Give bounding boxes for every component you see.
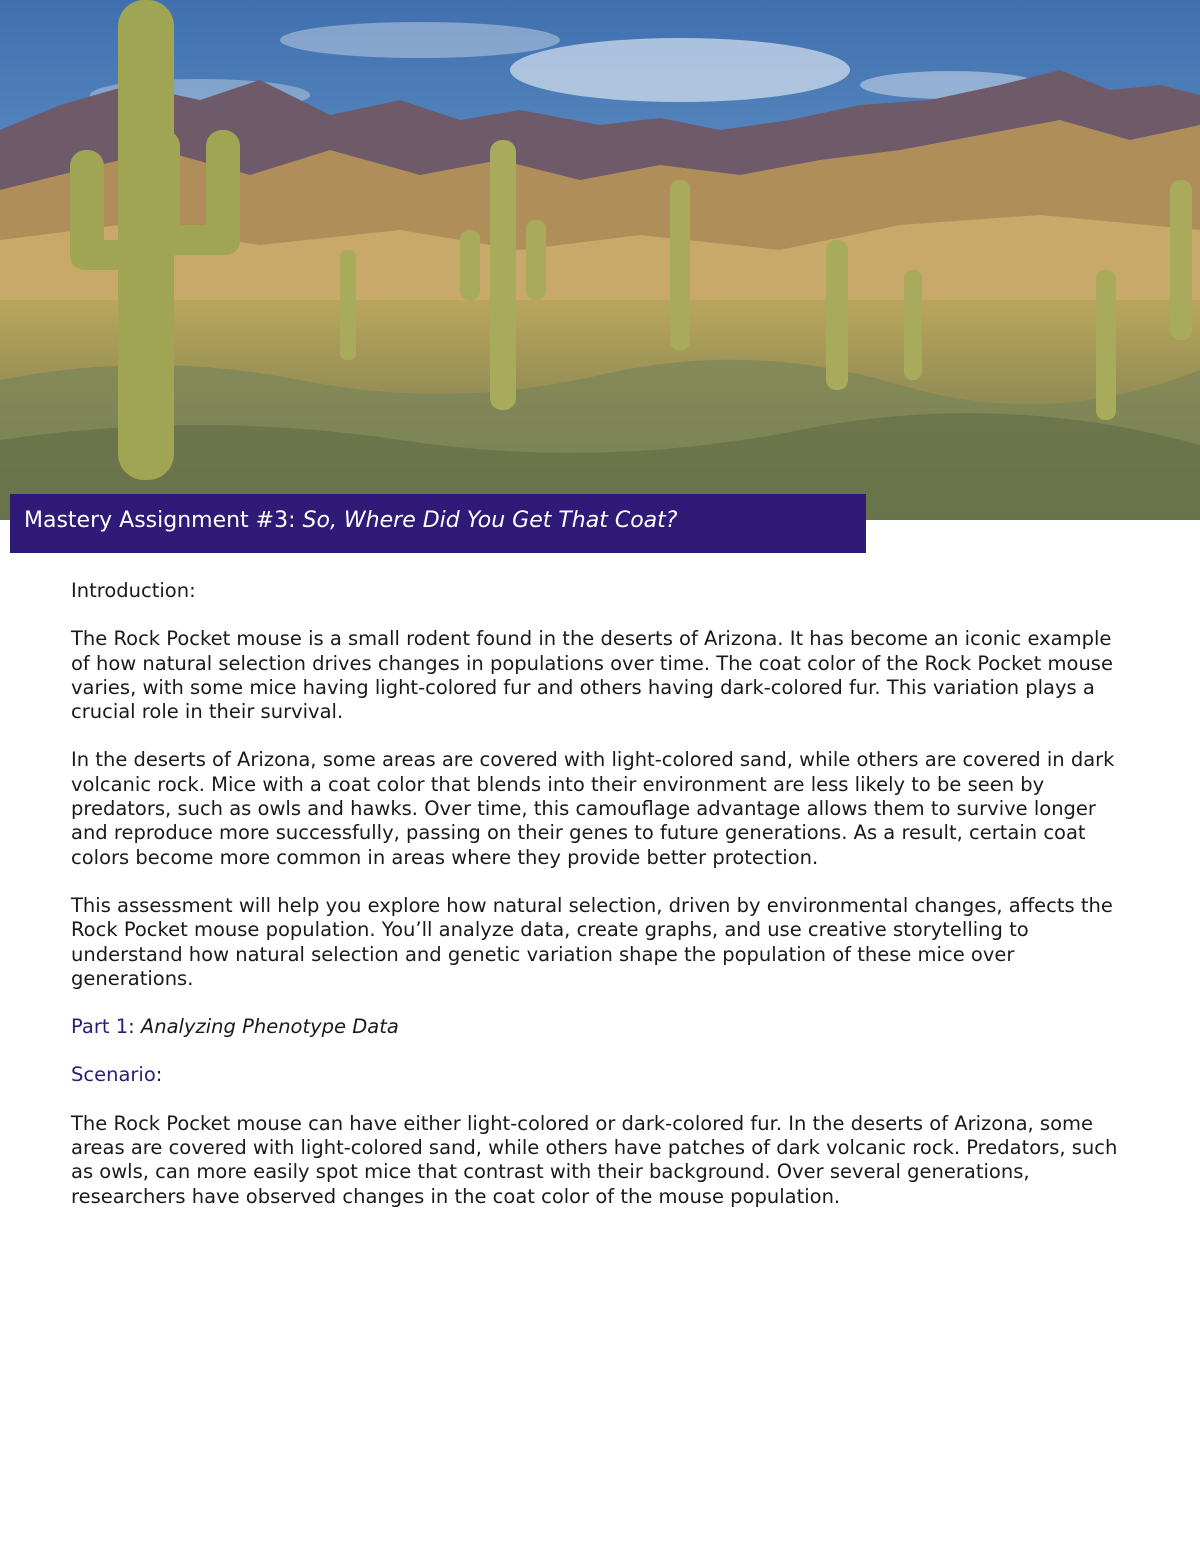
intro-paragraph-1: The Rock Pocket mouse is a small rodent found in the deserts of Arizona. It has become an iconic example of how natural selection drives changes in populations over time. The coat color of the Rock Pocket mouse varies, with some mice having light-colored fur and others having dark-colored fur. This variation plays a crucial role in their survival.: [71, 627, 1113, 724]
part1-title: Analyzing Phenotype Data: [140, 1015, 399, 1039]
part1-heading: [71, 1015, 1131, 1039]
intro-paragraph-2: In the deserts of Arizona, some areas are covered with light-colored sand, while others are covered in dark volcanic rock. Mice with a coat color that blends into their environment are less likely to be seen by predators, such as owls and hawks. Over time, this camouflage advantage allows them to survive longer and reproduce more successfully, passing on their genes to future generations. As a result, certain coat colors become more common in areas where they provide better protection.: [71, 748, 1115, 869]
intro-paragraph-3: This assessment will help you explore how natural selection, driven by environmental changes, affects the Rock Pocket mouse population. You’ll analyze data, create graphs, and use creative storytelling to understand how natural selection and genetic variation shape the population of these mice over generations.: [71, 893, 1113, 990]
assignment-title-italic: So, Where Did You Get That Coat?: [302, 508, 678, 533]
scenario-heading: [71, 1063, 1131, 1087]
assignment-title-prefix: Mastery Assignment #3:: [24, 508, 303, 533]
part1-separator: :: [128, 1015, 141, 1039]
introduction-heading: Introduction:: [71, 579, 196, 602]
scenario-paragraph: The Rock Pocket mouse can have either light-colored or dark-colored fur. In the deserts of Arizona, some areas are covered with light-colored sand, while others have patches of dark volcanic rock. Predators, such as owls, can more easily spot mice that contrast with their background. Over several generations, researchers have observed changes in the coat color of the mouse population.: [71, 1111, 1118, 1208]
part1-label: Part 1: [71, 1015, 129, 1039]
assignment-body: [71, 579, 1131, 1233]
assignment-title-banner: [10, 494, 866, 553]
scenario-separator: :: [155, 1063, 163, 1087]
hero-desert-image: [0, 0, 1200, 520]
scenario-label: Scenario: [71, 1063, 156, 1087]
